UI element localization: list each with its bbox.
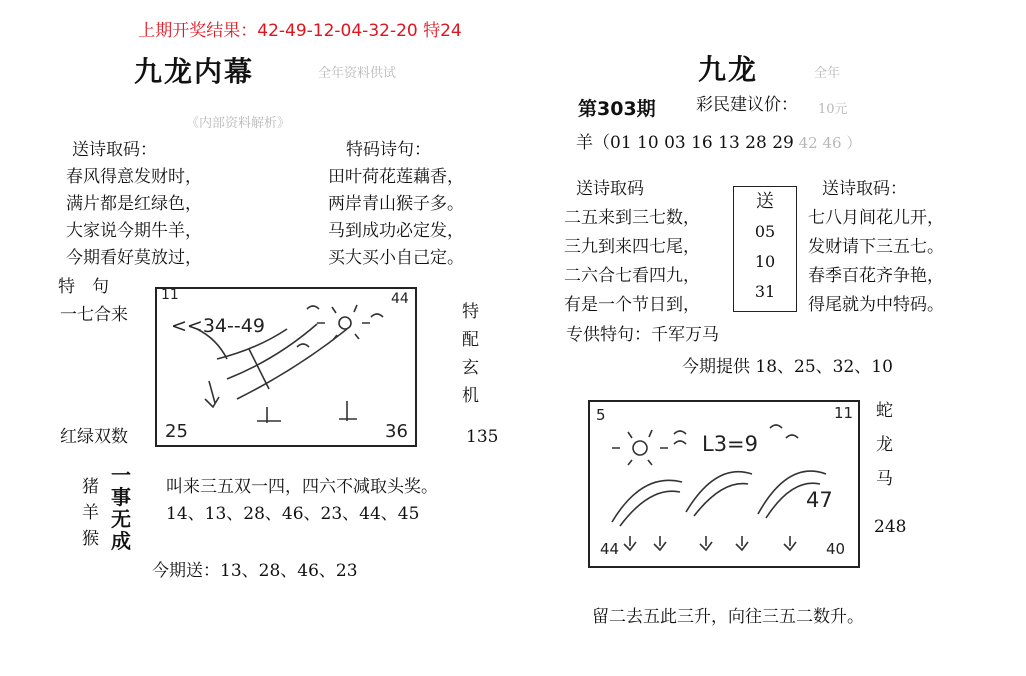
sheep-numbers-faint: 42 46 ） [793, 134, 862, 152]
yishi-char: 事 [111, 485, 131, 509]
left-poem-right [328, 164, 464, 272]
poem-line: 三九到来四七尾， [564, 237, 700, 257]
poem-line: 有是一个节日到， [564, 295, 700, 315]
side-char: 特 [462, 302, 479, 322]
sketch-lines-icon [157, 289, 415, 445]
poem-line: 今期看好莫放过， [66, 248, 202, 268]
poem-line: 七八月间花儿开， [808, 208, 944, 228]
yishi-wucheng [109, 464, 133, 552]
box-number-bottom-right: 36 [385, 421, 408, 442]
poem-line: 满片都是红绿色， [66, 194, 202, 214]
side-char: 配 [462, 330, 479, 350]
jiaolai-line: 叫来三五双一四，四六不减取头奖。 [166, 477, 438, 497]
hongluse-label: 红绿双数 [60, 427, 128, 447]
song-number: 31 [754, 282, 776, 301]
yishi-char: 一 [111, 463, 131, 487]
animal-dragon: 龙 [876, 435, 893, 455]
teju-label: 特 句 [58, 277, 109, 297]
animal-monkey: 猴 [82, 529, 99, 549]
zhuan-line: 专供特句：千军万马 [566, 325, 719, 345]
tigong-line: 今期提供 18、25、32、10 [682, 357, 893, 377]
right-drawing-box [588, 400, 860, 568]
side-char: 玄 [462, 358, 479, 378]
right-side-animals [876, 394, 893, 496]
poem-line: 大家说今期牛羊， [66, 221, 202, 241]
issue-number: 第303期 [578, 98, 656, 120]
poem-line: 二六合七看四九， [564, 266, 700, 286]
box-number-top-right: 44 [391, 291, 409, 307]
left-title: 九龙内幕 [134, 55, 255, 88]
box-center-text: <<34--49 [171, 315, 265, 337]
animal-snake: 蛇 [876, 401, 893, 421]
right-footer: 留二去五此三升，向往三五二数升。 [592, 607, 864, 627]
left-tema-header: 特码诗句： [346, 140, 431, 160]
song-number: 05 [754, 222, 776, 241]
left-title-faint: 全年资料供试 [318, 66, 397, 81]
sheep-numbers: 羊（01 10 03 16 13 28 29 [576, 133, 794, 153]
poem-line: 两岸青山猴子多。 [328, 194, 464, 214]
song-center-box [733, 186, 797, 312]
sketch-hills-icon [590, 402, 858, 566]
animal-pig: 猪 [82, 477, 99, 497]
right-poem-right [808, 204, 944, 320]
left-send-header: 送诗取码： [72, 140, 157, 160]
suggest-label: 彩民建议价： [696, 95, 798, 115]
left-subtitle-faint: 《内部资料解析》 [186, 116, 291, 131]
side-char: 机 [462, 386, 479, 406]
box-number-top-left: 5 [596, 406, 606, 424]
jinqisong-line: 今期送：13、28、46、23 [152, 561, 358, 581]
poem-line: 发财请下三五七。 [808, 237, 944, 257]
sheep-line [576, 130, 861, 157]
poem-line: 春季百花齐争艳， [808, 266, 944, 286]
poem-line: 春风得意发财时， [66, 167, 202, 187]
box-number-bottom-left: 25 [165, 421, 188, 442]
right-send-header-left: 送诗取码 [576, 179, 644, 199]
left-side-number: 135 [466, 427, 499, 447]
teju-value: 一七合来 [60, 305, 128, 325]
box-number-bottom-right: 40 [826, 540, 846, 558]
poem-line: 田叶荷花莲藕香， [328, 167, 464, 187]
poem-line: 马到成功必定发， [328, 221, 464, 241]
right-poem-left [564, 204, 700, 320]
right-title-faint: 全年 [814, 66, 841, 81]
box-number-bottom-left: 44 [600, 540, 620, 558]
left-poem-left [66, 164, 202, 272]
box-number-top-left: 11 [161, 287, 179, 303]
poem-line: 二五来到三七数， [564, 208, 700, 228]
song-char: 送 [756, 191, 774, 212]
box-number-top-right: 11 [834, 404, 854, 422]
right-send-header-right: 送诗取码： [822, 179, 907, 199]
suggest-faint: 10元 [818, 102, 848, 117]
yishi-char: 成 [111, 529, 131, 553]
left-side-label [462, 298, 479, 410]
right-title: 九龙 [698, 53, 759, 86]
box-center-text: L3=9 [702, 432, 759, 456]
song-number: 10 [754, 252, 776, 271]
left-drawing-box [155, 287, 417, 447]
right-side-number: 248 [874, 517, 907, 537]
numbers-line: 14、13、28、46、23、44、45 [166, 504, 420, 524]
result-banner: 上期开奖结果：42-49-12-04-32-20 特24 [138, 21, 462, 41]
poem-line: 得尾就为中特码。 [808, 295, 944, 315]
poem-line: 买大买小自己定。 [328, 248, 464, 268]
yishi-char: 无 [111, 507, 131, 531]
animal-horse: 马 [876, 469, 893, 489]
animal-sheep: 羊 [82, 503, 99, 523]
animal-list [82, 474, 99, 552]
box-mid-number: 47 [806, 488, 833, 512]
